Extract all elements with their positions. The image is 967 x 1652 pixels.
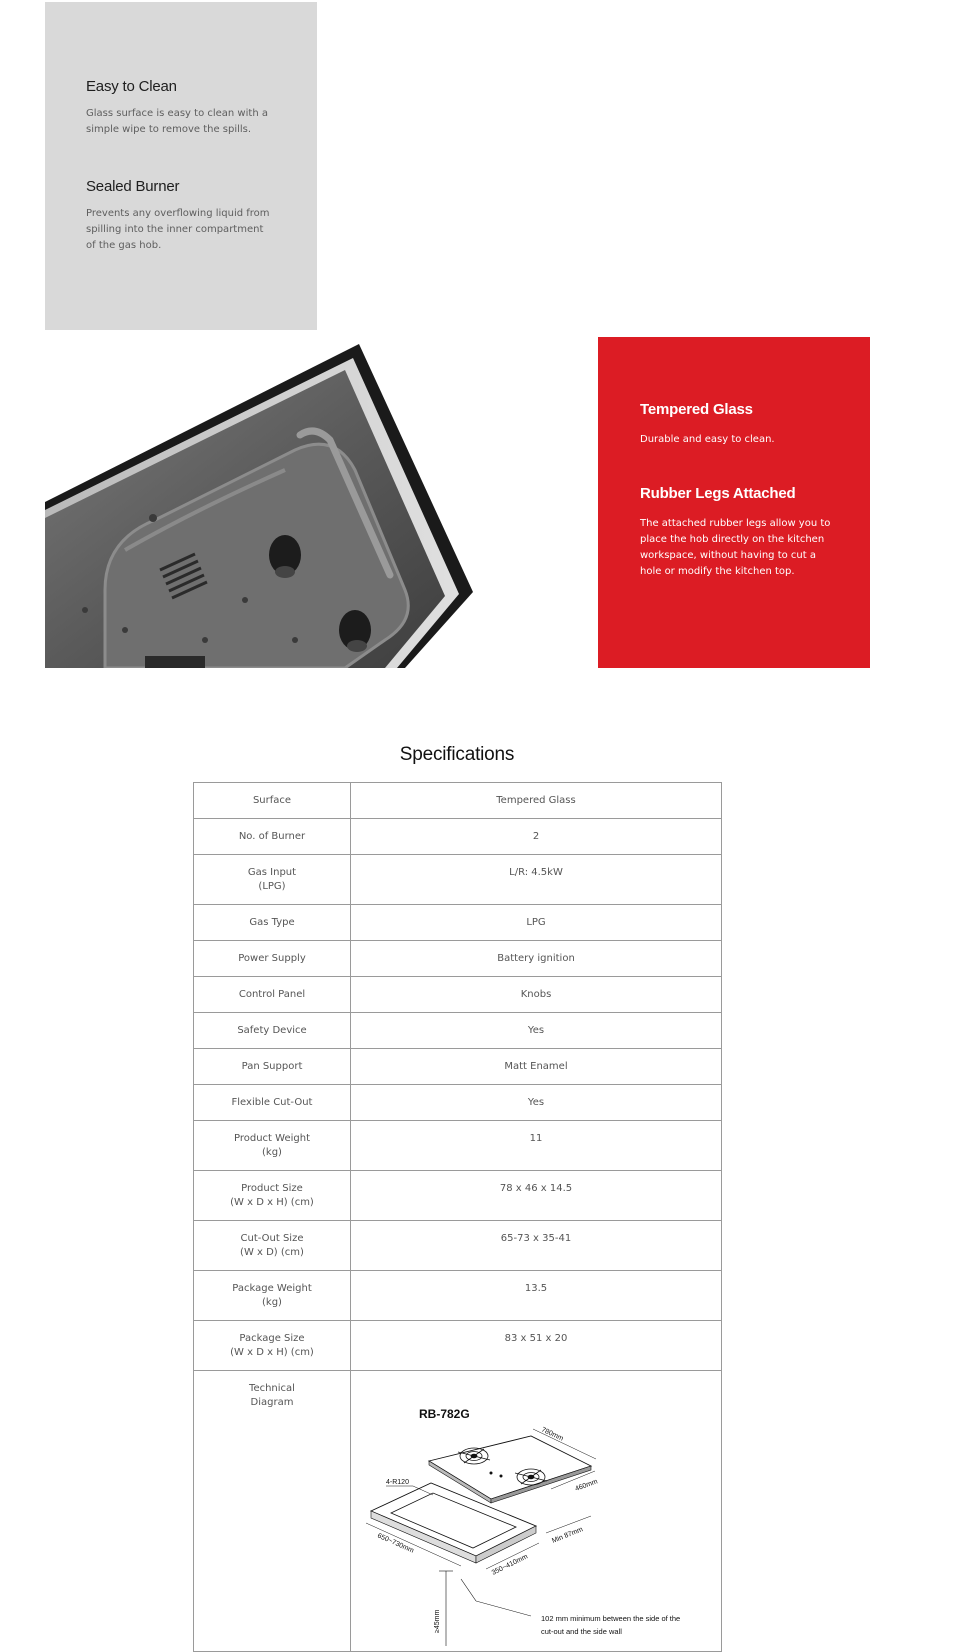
spec-label: Gas Type: [194, 905, 351, 941]
spec-value: Yes: [351, 1085, 722, 1121]
table-row: [194, 905, 722, 941]
spec-label: Product Weight (kg): [194, 1121, 351, 1171]
table-row: [194, 1049, 722, 1085]
table-row: [194, 783, 722, 819]
spec-label: Package Weight (kg): [194, 1271, 351, 1321]
table-row: [194, 819, 722, 855]
feature-text-rubber-legs: The attached rubber legs allow you to place the hob directly on the kitchen workspace, without having to cut a hole or modify the kitchen top.: [640, 518, 831, 577]
diagram-model-label: RB-782G: [419, 1407, 470, 1421]
table-row: [194, 1371, 722, 1652]
dim-min-label: Min 87mm: [551, 1526, 585, 1545]
feature-text-sealed-burner: Prevents any overflowing liquid from spilling into the inner compartment of the gas hob.: [86, 208, 270, 251]
spec-value: 11: [351, 1121, 722, 1171]
spec-value: 65-73 x 35-41: [351, 1221, 722, 1271]
spec-label: Technical Diagram: [194, 1371, 351, 1652]
feature-text-tempered-glass: Durable and easy to clean.: [640, 434, 775, 445]
spec-value: Yes: [351, 1013, 722, 1049]
spec-label: Flexible Cut-Out: [194, 1085, 351, 1121]
spec-value: Tempered Glass: [351, 783, 722, 819]
feature-title-easy-to-clean: Easy to Clean: [86, 78, 177, 95]
table-row: [194, 1271, 722, 1321]
diagram-note: 102 mm minimum between the side of the cut-out and the side wall: [541, 1614, 681, 1636]
specifications-heading: Specifications: [399, 744, 515, 765]
table-row: [194, 1321, 722, 1371]
spec-label: Package Size (W x D x H) (cm): [194, 1321, 351, 1371]
spec-label: Control Panel: [194, 977, 351, 1013]
table-row: [194, 1013, 722, 1049]
dim-cutout-width-label: 650~730mm: [376, 1532, 415, 1555]
spec-value: 83 x 51 x 20: [351, 1321, 722, 1371]
spec-label: Safety Device: [194, 1013, 351, 1049]
table-row: [194, 1221, 722, 1271]
spec-label: Power Supply: [194, 941, 351, 977]
dim-cutout-depth-label: 350~410mm: [490, 1553, 530, 1577]
spec-value: LPG: [351, 905, 722, 941]
dim-depth-label: 460mm: [574, 1478, 599, 1493]
feature-title-sealed-burner: Sealed Burner: [86, 178, 180, 195]
spec-label: Surface: [194, 783, 351, 819]
feature-card-red: [598, 337, 870, 668]
table-row: [194, 1171, 722, 1221]
spec-value: 13.5: [351, 1271, 722, 1321]
table-row: [194, 1121, 722, 1171]
spec-label: Product Size (W x D x H) (cm): [194, 1171, 351, 1221]
spec-label: Gas Input (LPG): [194, 855, 351, 905]
technical-drawing: [351, 1371, 721, 1649]
table-row: [194, 1085, 722, 1121]
spec-value: Battery ignition: [351, 941, 722, 977]
spec-label: No. of Burner: [194, 819, 351, 855]
table-row: [194, 941, 722, 977]
spec-value: 78 x 46 x 14.5: [351, 1171, 722, 1221]
table-row: [194, 855, 722, 905]
spec-value: Matt Enamel: [351, 1049, 722, 1085]
gas-hob-underside-image: [45, 340, 475, 668]
specifications-table: [193, 782, 722, 1652]
feature-card-grey: [45, 2, 317, 330]
technical-diagram-cell: [351, 1371, 722, 1652]
spec-label: Cut-Out Size (W x D) (cm): [194, 1221, 351, 1271]
spec-value: 2: [351, 819, 722, 855]
dim-width-label: 780mm: [540, 1426, 565, 1443]
spec-value: Knobs: [351, 977, 722, 1013]
feature-text-easy-to-clean: Glass surface is easy to clean with a simple wipe to remove the spills.: [86, 108, 268, 135]
spec-value: L/R: 4.5kW: [351, 855, 722, 905]
dim-height-label: ≥45mm: [434, 1609, 441, 1633]
spec-label: Pan Support: [194, 1049, 351, 1085]
technical-diagram: [351, 1371, 721, 1649]
dim-radius-label: 4-R120: [386, 1479, 409, 1486]
table-row: [194, 977, 722, 1013]
feature-title-rubber-legs: Rubber Legs Attached: [640, 485, 796, 502]
feature-title-tempered-glass: Tempered Glass: [640, 401, 753, 418]
